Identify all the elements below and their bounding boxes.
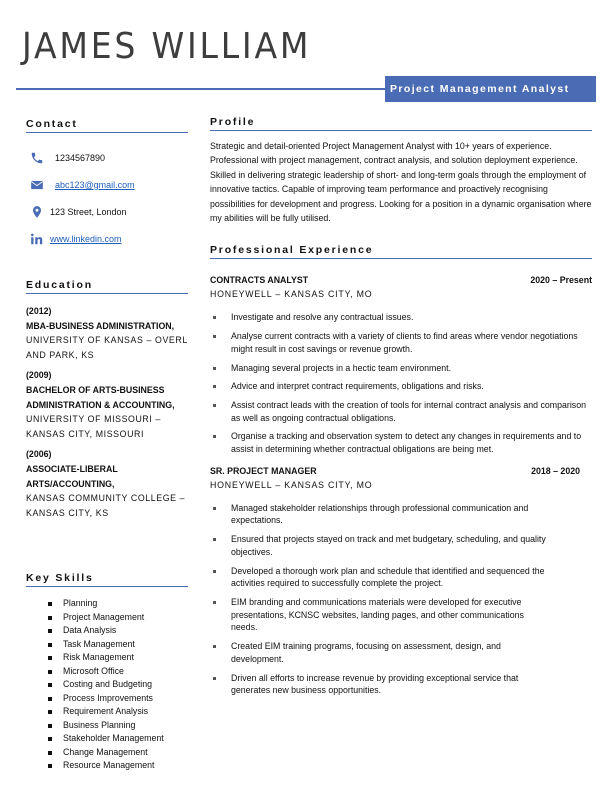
bullet-icon	[48, 602, 52, 606]
education-heading: Education	[26, 279, 188, 294]
bullet-icon	[213, 570, 216, 573]
education-entry	[26, 447, 191, 520]
education-year: (2009)	[26, 370, 52, 381]
job-bullet: Investigate and resolve any contractual issues.	[210, 311, 592, 324]
bullet-icon	[48, 616, 52, 620]
experience-list	[210, 273, 592, 696]
education-list	[26, 304, 191, 520]
skill-label: Project Management	[63, 611, 145, 622]
skill-label: Risk Management	[63, 652, 134, 662]
bullet-icon	[213, 645, 216, 648]
skill-item	[48, 732, 164, 746]
contact-linkedin	[30, 232, 190, 246]
skill-item	[48, 638, 164, 652]
skill-label: Data Analysis	[63, 625, 117, 635]
education-school: UNIVERSITY OF KANSAS – OVERL AND PARK, KS	[26, 335, 188, 360]
location-pin-icon	[30, 205, 44, 219]
skill-label: Microsoft Office	[63, 665, 124, 676]
skill-item	[48, 611, 164, 625]
skill-item	[48, 759, 164, 773]
contact-email	[30, 178, 190, 192]
skill-item	[48, 692, 164, 706]
education-year: (2012)	[26, 306, 52, 316]
job-company: HONEYWELL – KANSAS CITY, MO	[210, 479, 373, 490]
job-bullet: Assist contract leads with the creation of tools for internal contract analysis and comparison as well as ongoing contractual obligations.	[210, 399, 592, 424]
bullet-icon	[213, 677, 216, 680]
skill-label: Process Improvements	[63, 692, 153, 703]
education-degree: BACHELOR OF ARTS-BUSINESS ADMINISTRATION & ACCOUNTING,	[26, 384, 175, 410]
envelope-icon	[30, 178, 44, 192]
job-dates: 2020 – Present	[530, 275, 592, 286]
bullet-icon	[48, 697, 52, 701]
job-title: SR. PROJECT MANAGER	[210, 465, 317, 476]
phone-icon	[30, 151, 44, 165]
job-bullet: Managing several projects in a hectic team environment.	[210, 362, 592, 375]
bullet-icon	[213, 404, 216, 407]
job-bullet: Created EIM training programs, focusing on assessment, design, and development.	[210, 640, 580, 665]
education-entry	[26, 304, 191, 362]
job-title-banner: Project Management Analyst	[385, 76, 596, 102]
bullet-icon	[48, 643, 52, 647]
bullet-icon	[213, 335, 216, 338]
email-link[interactable]: abc123@gmail.com	[55, 180, 135, 190]
skill-item	[48, 624, 164, 638]
education-degree: ASSOCIATE-LIBERAL ARTS/ACCOUNTING,	[26, 463, 118, 489]
bullet-icon	[213, 601, 216, 604]
job-bullet: Developed a thorough work plan and schedule that identified and sequenced the activities required to successfully complete the project.	[210, 565, 580, 590]
bullet-icon	[213, 367, 216, 370]
bullet-icon	[48, 710, 52, 714]
bullet-icon	[48, 629, 52, 633]
skills-heading: Key Skills	[26, 572, 188, 587]
bullet-icon	[48, 683, 52, 687]
skill-item	[48, 705, 164, 719]
skill-label: Requirement Analysis	[63, 706, 149, 716]
bullet-icon	[48, 737, 52, 741]
education-school: KANSAS COMMUNITY COLLEGE – KANSAS CITY, KS	[26, 493, 186, 518]
linkedin-link[interactable]: www.linkedin.com	[50, 234, 122, 244]
job-bullet: Organise a tracking and observation system to detect any changes in requirements and to assist in determining whether contractual obligations are being met.	[210, 430, 592, 455]
job-bullet: Driven all efforts to increase revenue by providing exceptional service that generates new business opportunities.	[210, 672, 580, 697]
bullet-icon	[213, 538, 216, 541]
bullet-icon	[48, 751, 52, 755]
address-text: 123 Street, London	[50, 207, 127, 217]
education-year: (2006)	[26, 449, 52, 460]
skill-item	[48, 651, 164, 665]
job-title: CONTRACTS ANALYST	[210, 275, 309, 286]
job-bullet: Analyse current contracts with a variety of clients to find areas where vendor negotiations might result in cost savings or revenue growth.	[210, 330, 592, 355]
job-bullet: Ensured that projects stayed on track and met budgetary, scheduling, and quality objectives.	[210, 533, 580, 558]
bullet-icon	[48, 656, 52, 660]
education-degree: MBA-BUSINESS ADMINISTRATION,	[26, 320, 175, 331]
job-bullet: Advice and interpret contract requirements, obligations and risks.	[210, 380, 592, 393]
job-company: HONEYWELL – KANSAS CITY, MO	[210, 289, 373, 300]
job-entry	[210, 273, 592, 455]
skill-item	[48, 746, 164, 760]
bullet-icon	[48, 764, 52, 768]
skill-label: Costing and Budgeting	[63, 679, 153, 689]
skill-label: Task Management	[63, 638, 135, 649]
bullet-icon	[213, 316, 216, 319]
skill-item	[48, 678, 164, 692]
contact-phone	[30, 151, 190, 165]
bullet-icon	[48, 724, 52, 728]
linkedin-icon	[30, 232, 44, 246]
profile-summary: Strategic and detail-oriented Project Management Analyst with 10+ years of experience. Professional with project management, contract analysis, and solution deployment experience. Skilled in delivering strategic leadership of short- and long-term goals through the employment of innovative tactics. Capable of improving team performance and proactively recognising possibilities for development and progress. Looking for a position in a dynamic organisation where my abilities will be fully utilised.	[210, 141, 592, 224]
profile-heading: Profile	[210, 116, 592, 131]
bullet-icon	[48, 670, 52, 674]
skills-list	[48, 597, 164, 773]
skill-label: Business Planning	[63, 719, 136, 730]
candidate-name: JAMES WILLIAM	[22, 26, 312, 67]
skill-label: Stakeholder Management	[63, 733, 164, 743]
bullet-icon	[213, 435, 216, 438]
bullet-icon	[213, 507, 216, 510]
skill-label: Planning	[63, 598, 98, 608]
job-dates: 2018 – 2020	[531, 465, 580, 476]
header-divider	[16, 88, 386, 90]
phone-text: 1234567890	[55, 153, 106, 163]
job-bullet: Managed stakeholder relationships through professional communication and expectations.	[210, 502, 580, 527]
education-entry	[26, 368, 191, 441]
bullet-icon	[213, 385, 216, 388]
skill-item	[48, 719, 164, 733]
experience-heading: Professional Experience	[210, 244, 592, 259]
skill-label: Change Management	[63, 746, 148, 757]
skill-label: Resource Management	[63, 760, 155, 770]
job-entry	[210, 464, 592, 697]
skill-item	[48, 597, 164, 611]
contact-address	[30, 205, 190, 219]
skill-item	[48, 665, 164, 679]
contact-heading: Contact	[26, 118, 188, 133]
job-bullet: EIM branding and communications materials were developed for executive presentations, KCNSC websites, landing pages, and other communications needs.	[210, 596, 580, 634]
education-school: UNIVERSITY OF MISSOURI – KANSAS CITY, MISSOURI	[26, 414, 161, 439]
